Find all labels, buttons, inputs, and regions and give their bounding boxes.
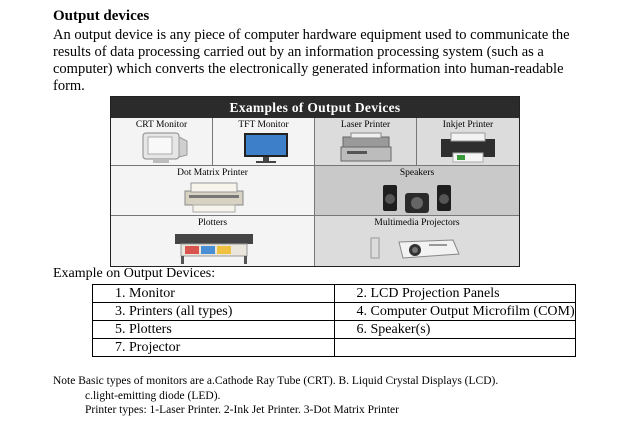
- note-line-monitors: Note Basic types of monitors are a.Cathode Ray Tube (CRT). B. Liquid Crystal Displays (LCD).: [53, 375, 499, 387]
- table-cell: 3. Printers (all types): [93, 303, 335, 321]
- laser-printer-cell: [315, 118, 417, 166]
- table-row: [93, 285, 576, 303]
- table-cell: 2. LCD Projection Panels: [334, 285, 576, 303]
- plotter-icon: [171, 228, 257, 265]
- inkjet-printer-icon: [437, 131, 499, 164]
- plotters-label: Plotters: [197, 218, 228, 228]
- multimedia-projectors-cell: [315, 216, 519, 266]
- section-heading: Output devices: [53, 8, 150, 24]
- table-row: [93, 321, 576, 339]
- figure-title: Examples of Output Devices: [111, 97, 519, 118]
- laser-printer-icon: [337, 131, 397, 164]
- crt-monitor-icon: [139, 131, 189, 164]
- inkjet-printer-cell: [417, 118, 519, 166]
- projector-icon: [369, 230, 465, 264]
- output-devices-figure: [110, 96, 520, 267]
- dot-matrix-printer-label: Dot Matrix Printer: [177, 168, 248, 178]
- table-cell: [334, 339, 576, 357]
- table-cell: 1. Monitor: [93, 285, 335, 303]
- laser-printer-label: Laser Printer: [340, 120, 391, 130]
- note-line-led: c.light-emitting diode (LED).: [85, 389, 221, 402]
- table-cell: 7. Projector: [93, 339, 335, 357]
- tft-monitor-label: TFT Monitor: [238, 120, 289, 130]
- crt-monitor-label: CRT Monitor: [135, 120, 188, 130]
- speakers-icon: [379, 179, 455, 215]
- table-cell: 4. Computer Output Microfilm (COM): [334, 303, 576, 321]
- table-row: [93, 303, 576, 321]
- speakers-cell: [315, 166, 519, 216]
- table-cell: 6. Speaker(s): [334, 321, 576, 339]
- dot-matrix-printer-cell: [111, 166, 315, 216]
- tft-monitor-cell: [213, 118, 315, 166]
- output-devices-list-table: [92, 284, 576, 357]
- multimedia-projectors-label: Multimedia Projectors: [374, 218, 460, 228]
- crt-monitor-cell: [111, 118, 213, 166]
- note-block: [53, 374, 593, 418]
- table-cell: 5. Plotters: [93, 321, 335, 339]
- speakers-label: Speakers: [399, 168, 435, 178]
- definition-paragraph: An output device is any piece of computer hardware equipment used to communicate the results of data processing carried out by an information processing system (such as a computer) which converts the electronically generated information into human-readable form.: [53, 27, 570, 94]
- tft-monitor-icon: [241, 131, 291, 164]
- note-line-printers: Printer types: 1-Laser Printer. 2-Ink Jet Printer. 3-Dot Matrix Printer: [85, 404, 399, 416]
- plotters-cell: [111, 216, 315, 266]
- list-caption: Example on Output Devices:: [53, 266, 216, 281]
- table-row: [93, 339, 576, 357]
- inkjet-printer-label: Inkjet Printer: [442, 120, 494, 130]
- dot-matrix-printer-icon: [179, 181, 249, 214]
